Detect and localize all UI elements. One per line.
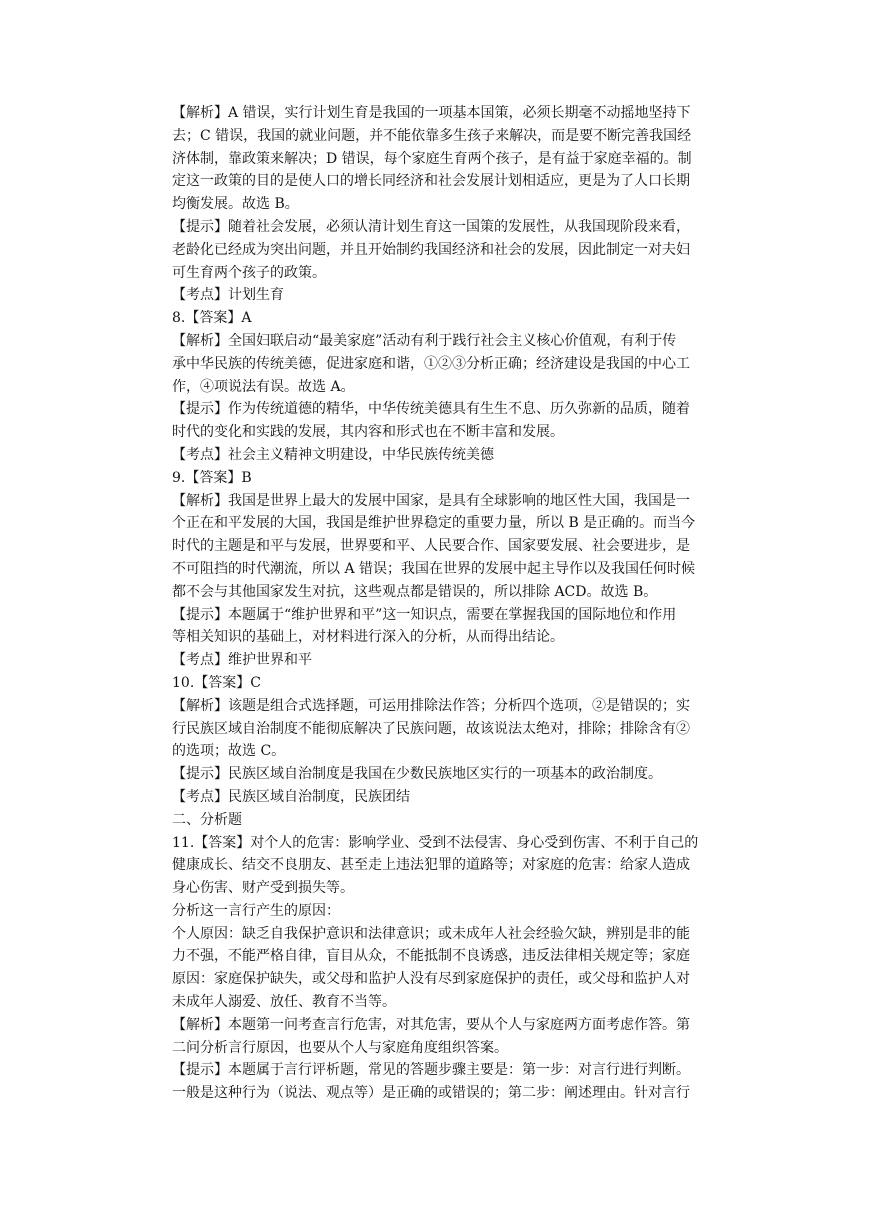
text-line: 【考点】社会主义精神文明建设，中华民族传统美德 — [172, 446, 494, 463]
text-line: 定这一政策的目的是使人口的增长同经济和社会发展计划相适应，更是为了人口长期 — [172, 173, 690, 190]
text-line: 二问分析言行原因，也要从个人与家庭角度组织答案。 — [172, 1039, 508, 1056]
document-page — [172, 102, 712, 1105]
text-line: 老龄化已经成为突出问题，并且开始制约我国经济和社会的发展，因此制定一对夫妇 — [172, 241, 690, 258]
text-line: 【解析】本题第一问考查言行危害，对其危害，要从个人与家庭两方面考虑作答。第 — [172, 1016, 690, 1033]
text-line: 去；C 错误，我国的就业问题，并不能依靠多生孩子来解决，而是要不断完善我国经 — [172, 127, 692, 144]
text-line: 等相关知识的基础上，对材料进行深入的分析，从而得出结论。 — [172, 629, 564, 646]
text-line: 【提示】本题属于言行评析题，常见的答题步骤主要是：第一步：对言行进行判断。 — [172, 1062, 690, 1079]
text-line: 11.【答案】对个人的危害：影响学业、受到不法侵害、身心受到伤害、不利于自己的 — [172, 834, 699, 851]
text-line: 【提示】随着社会发展，必须认清计划生育这一国策的发展性，从我国现阶段来看， — [172, 218, 690, 235]
text-line: 10.【答案】C — [172, 674, 261, 691]
text-line: 【提示】本题属于“维护世界和平”这一知识点，需要在掌握我国的国际地位和作用 — [172, 606, 677, 623]
text-line: 分析这一言行产生的原因： — [172, 902, 340, 919]
text-line: 行民族区域自治制度不能彻底解决了民族问题，故该说法太绝对，排除；排除含有② — [172, 720, 690, 737]
text-line: 可生育两个孩子的政策。 — [172, 264, 326, 281]
text-line: 【考点】民族区域自治制度，民族团结 — [172, 788, 410, 805]
text-line: 承中华民族的传统美德，促进家庭和谐，①②③分析正确；经济建设是我国的中心工 — [172, 355, 690, 372]
text-line: 都不会与其他国家发生对抗，这些观点都是错误的，所以排除 ACD。故选 B。 — [172, 583, 658, 600]
text-line: 个正在和平发展的大国，我国是维护世界稳定的重要力量，所以 B 是正确的。而当今 — [172, 515, 696, 532]
text-line: 力不强，不能严格自律，盲目从众，不能抵制不良诱惑，违反法律相关规定等；家庭 — [172, 948, 690, 965]
text-line: 时代的变化和实践的发展，其内容和形式也在不断丰富和发展。 — [172, 424, 564, 441]
text-line: 未成年人溺爱、放任、教育不当等。 — [172, 994, 396, 1011]
text-line: 9.【答案】B — [172, 469, 252, 486]
text-line: 【解析】A 错误，实行计划生育是我国的一项基本国策，必须长期毫不动摇地坚持下 — [172, 105, 691, 121]
text-line: 健康成长、结交不良朋友、甚至走上违法犯罪的道路等；对家庭的危害：给家人造成 — [172, 857, 690, 874]
text-line: 【解析】该题是组合式选择题，可运用排除法作答；分析四个选项，②是错误的；实 — [172, 697, 690, 714]
text-line: 【提示】作为传统道德的精华，中华传统美德具有生生不息、历久弥新的品质，随着 — [172, 401, 690, 418]
text-line: 【解析】我国是世界上最大的发展中国家，是具有全球影响的地区性大国，我国是一 — [172, 492, 690, 509]
text-line: 时代的主题是和平与发展，世界要和平、人民要合作、国家要发展、社会要进步，是 — [172, 538, 690, 555]
text-line: 作，④项说法有误。故选 A。 — [172, 378, 355, 395]
text-line: 二、分析题 — [172, 811, 242, 828]
text-line: 个人原因：缺乏自我保护意识和法律意识；或未成年人社会经验欠缺，辨别是非的能 — [172, 925, 690, 942]
text-line: 济体制，靠政策来解决；D 错误，每个家庭生育两个孩子，是有益于家庭幸福的。制 — [172, 150, 692, 167]
text-line: 8.【答案】A — [172, 310, 252, 327]
text-line: 身心伤害、财产受到损失等。 — [172, 880, 354, 897]
text-line: 【考点】计划生育 — [172, 287, 284, 304]
text-line: 【考点】维护世界和平 — [172, 652, 312, 669]
text-line: 原因：家庭保护缺失，或父母和监护人没有尽到家庭保护的责任，或父母和监护人对 — [172, 971, 690, 988]
text-line: 均衡发展。故选 B。 — [172, 196, 299, 213]
text-line: 【解析】全国妇联启动“最美家庭”活动有利于践行社会主义核心价值观，有利于传 — [172, 332, 677, 349]
text-line: 一般是这种行为（说法、观点等）是正确的或错误的；第二步：阐述理由。针对言行 — [172, 1085, 690, 1102]
text-line: 的选项；故选 C。 — [172, 743, 286, 760]
text-line: 【提示】民族区域自治制度是我国在少数民族地区实行的一项基本的政治制度。 — [172, 766, 662, 783]
text-line: 不可阻挡的时代潮流，所以 A 错误；我国在世界的发展中起主导作以及我国任何时候 — [172, 560, 696, 577]
